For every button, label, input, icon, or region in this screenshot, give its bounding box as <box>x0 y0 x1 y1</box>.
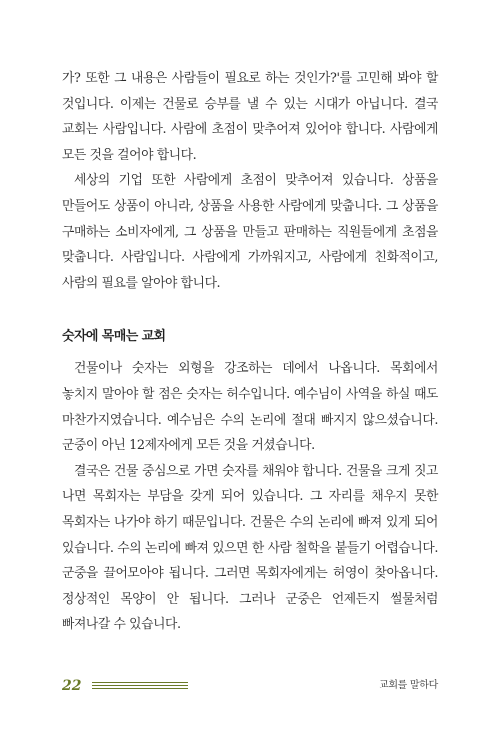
page-number: 22 <box>62 678 82 694</box>
paragraph-4: 결국은 건물 중심으로 가면 숫자를 채워야 합니다. 건물을 크게 짓고 나면 목회자는 부담을 갖게 되어 있습니다. 그 자리를 채우지 못한 목회자는 나가야 하기 때문입니다. 건물은 수의 논리에 빠져 있게 되어 있습니다. 수의 논리에 빠져 있으면 한 사람 철학을 붙들기 어렵습니다. 군중을 끌어모아야 됩니다. 그러면 목회자에게는 허영이 찾아옵니다. 정상적인 목양이 안 됩니다. 그러나 군중은 언제든지 썰물처럼 빠져나갈 수 있습니다. <box>62 463 438 633</box>
page-footer <box>62 676 438 696</box>
paragraph-3: 건물이나 숫자는 외형을 강조하는 데에서 나옵니다. 목회에서 놓치지 말아야 할 점은 숫자는 허수입니다. 예수님이 사역을 하실 때도 마찬가지였습니다. 예수님은 수의 논리에 절대 빠지지 않으셨습니다. 군중이 아닌 12제자에게 모든 것을 거셨습니다. <box>62 361 438 454</box>
section-heading: 숫자에 목매는 교회 <box>62 329 166 345</box>
running-title: 교회를 말하다 <box>378 680 438 691</box>
paragraph-1: 가? 또한 그 내용은 사람들이 필요로 하는 것인가?'를 고민해 봐야 할 것입니다. 이제는 건물로 승부를 낼 수 있는 시대가 아닙니다. 결국 교회는 사람입니다. 사람에 초점이 맞추어져 있어야 합니다. 사람에게 모든 것을 걸어야 합니다. <box>62 71 438 163</box>
decorative-rule <box>92 682 188 691</box>
paragraph-2: 세상의 기업 또한 사람에게 초점이 맞추어져 있습니다. 상품을 만들어도 상품이 아니라, 상품을 사용한 사람에게 맞춥니다. 그 상품을 구매하는 소비자에게, 그 상품을 만들고 판매하는 직원들에게 초점을 맞춥니다. 사람입니다. 사람에게 가까워지고, 사람에게 친화적이고, 사람의 필요를 알아야 합니다. <box>62 173 438 291</box>
page-body <box>62 66 438 638</box>
